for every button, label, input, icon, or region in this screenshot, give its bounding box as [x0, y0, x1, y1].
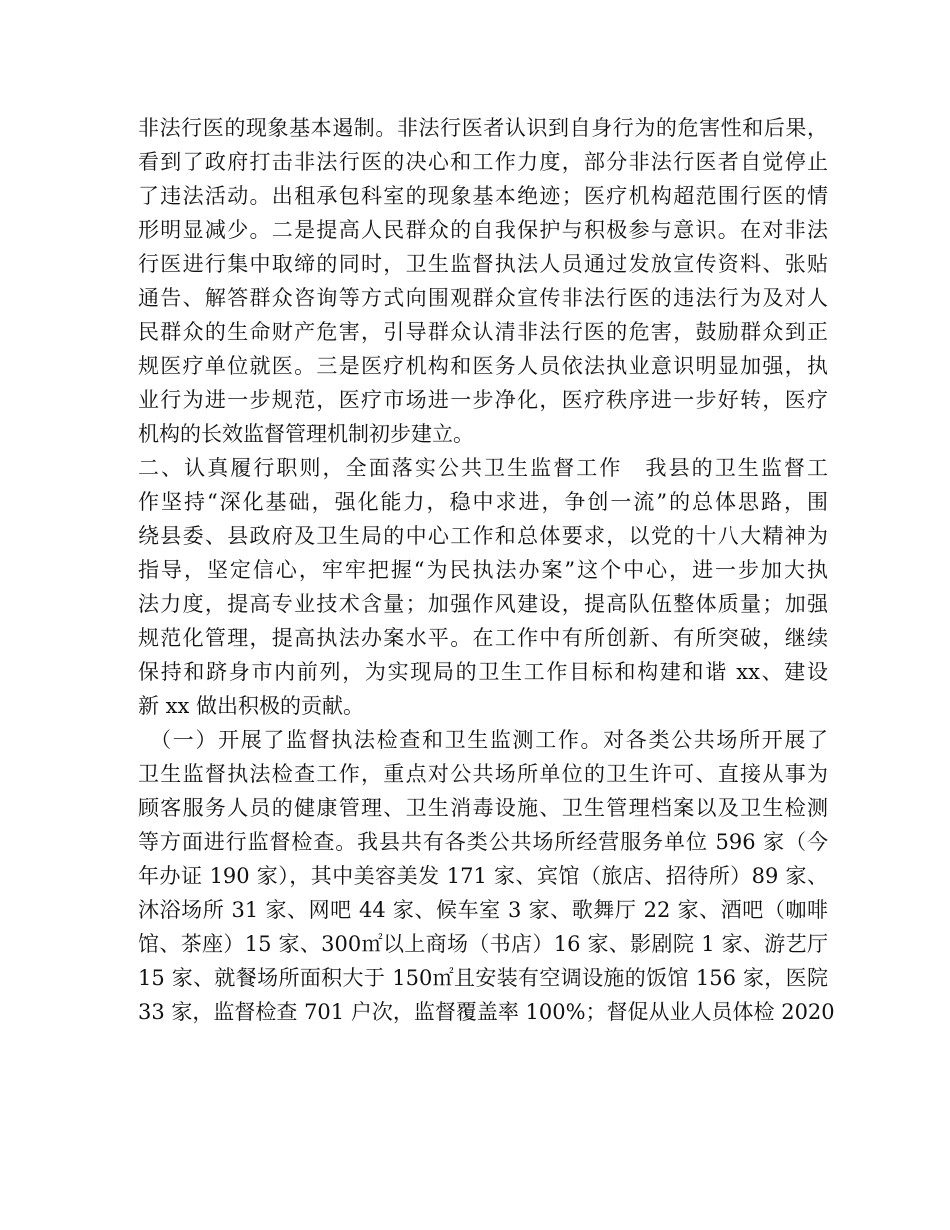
text-line: 馆、茶座）15 家、300㎡以上商场（书店）16 家、影剧院 1 家、游艺厅	[138, 932, 828, 956]
text-line: 新 xx 做出积极的贡献。	[138, 694, 365, 718]
section-heading-line: 二、认真履行职则，全面落实公共卫生监督工作 我县的卫生监督工	[138, 456, 828, 480]
text-line: 33 家，监督检查 701 户次，监督覆盖率 100%；督促从业人员体检 2020	[138, 1000, 835, 1024]
text-line: 了违法活动。出租承包科室的现象基本绝迹；医疗机构超范围行医的情	[138, 184, 828, 208]
text-line: 法力度，提高专业技术含量；加强作风建设，提高队伍整体质量；加强	[138, 592, 828, 616]
text-line: 卫生监督执法检查工作，重点对公共场所单位的卫生许可、直接从事为	[138, 762, 828, 786]
text-line: 沐浴场所 31 家、网吧 44 家、候车室 3 家、歌舞厅 22 家、酒吧（咖啡	[138, 898, 828, 922]
text-line: 通告、解答群众咨询等方式向围观群众宣传非法行医的违法行为及对人	[138, 286, 828, 310]
subsection-heading-line: （一）开展了监督执法检查和卫生监测工作。对各类公共场所开展了	[138, 728, 828, 752]
text-line: 民群众的生命财产危害，引导群众认清非法行医的危害，鼓励群众到正	[138, 320, 828, 344]
text-line: 15 家、就餐场所面积大于 150㎡且安装有空调设施的饭馆 156 家，医院	[138, 966, 828, 990]
text-line: 绕县委、县政府及卫生局的中心工作和总体要求，以党的十八大精神为	[138, 524, 828, 548]
text-line: 顾客服务人员的健康管理、卫生消毒设施、卫生管理档案以及卫生检测	[138, 796, 828, 820]
text-line: 规医疗单位就医。三是医疗机构和医务人员依法执业意识明显加强，执	[138, 354, 828, 378]
text-line: 指导，坚定信心，牢牢把握“为民执法办案”这个中心，进一步加大执	[138, 558, 828, 582]
text-line: 看到了政府打击非法行医的决心和工作力度，部分非法行医者自觉停止	[138, 150, 828, 174]
text-line: 机构的长效监督管理机制初步建立。	[138, 422, 474, 446]
text-line: 保持和跻身市内前列，为实现局的卫生工作目标和构建和谐 xx、建设	[138, 660, 828, 684]
text-line: 非法行医的现象基本遏制。非法行医者认识到自身行为的危害性和后果，	[138, 116, 828, 140]
text-line: 作坚持“深化基础，强化能力，稳中求进，争创一流”的总体思路，围	[138, 490, 828, 514]
text-line: 形明显减少。二是提高人民群众的自我保护与积极参与意识。在对非法	[138, 218, 828, 242]
text-line: 规范化管理，提高执法办案水平。在工作中有所创新、有所突破，继续	[138, 626, 828, 650]
text-line: 行医进行集中取缔的同时，卫生监督执法人员通过发放宣传资料、张贴	[138, 252, 828, 276]
text-line: 年办证 190 家），其中美容美发 171 家、宾馆（旅店、招待所）89 家、	[138, 864, 828, 888]
text-line: 等方面进行监督检查。我县共有各类公共场所经营服务单位 596 家（今	[138, 830, 828, 854]
text-line: 业行为进一步规范，医疗市场进一步净化，医疗秩序进一步好转，医疗	[138, 388, 828, 412]
